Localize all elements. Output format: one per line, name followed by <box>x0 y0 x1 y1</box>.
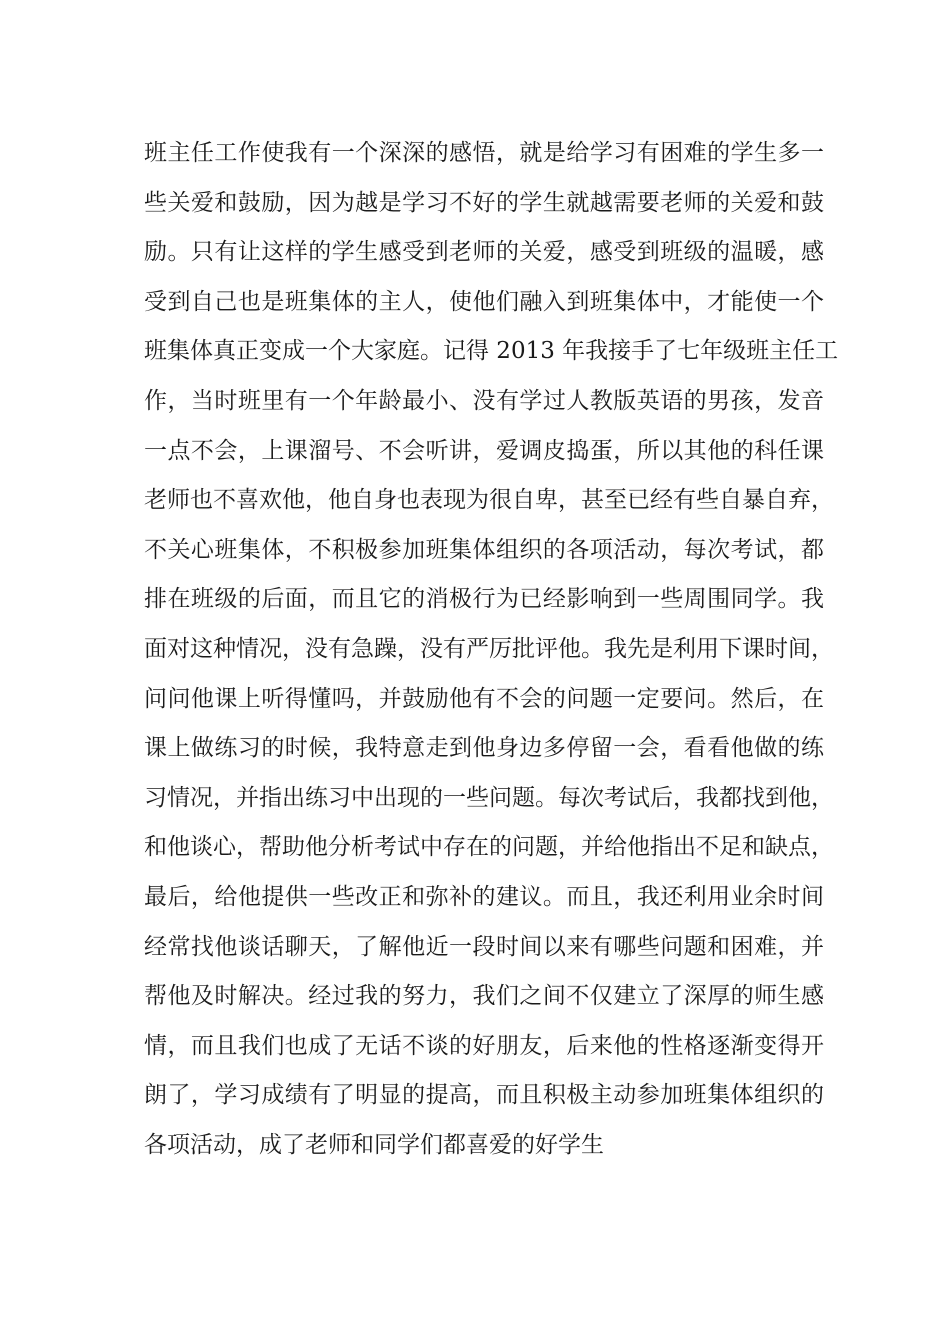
text-line-8: 老师也不喜欢他，他自身也表现为很自卑，甚至已经有些自暴自弃， <box>144 487 834 514</box>
text-line-11: 面对这种情况，没有急躁，没有严厉批评他。我先是利用下课时间， <box>144 635 834 662</box>
text-line-16: 最后，给他提供一些改正和弥补的建议。而且，我还利用业余时间 <box>144 883 824 910</box>
text-line-4: 受到自己也是班集体的主人，使他们融入到班集体中，才能使一个 <box>144 288 824 315</box>
text-line-10: 排在班级的后面，而且它的消极行为已经影响到一些周围同学。我 <box>144 586 824 613</box>
text-line-20: 朗了，学习成绩有了明显的提高，而且积极主动参加班集体组织的 <box>144 1082 824 1109</box>
text-line-2: 些关爱和鼓励，因为越是学习不好的学生就越需要老师的关爱和鼓 <box>144 189 824 216</box>
text-line-14: 习情况，并指出练习中出现的一些问题。每次考试后，我都找到他， <box>144 784 834 811</box>
body-paragraph <box>144 129 839 1170</box>
text-line-6: 作，当时班里有一个年龄最小、没有学过人教版英语的男孩，发音 <box>144 387 824 414</box>
text-line-5: 班集体真正变成一个大家庭。记得 2013 年我接手了七年级班主任工 <box>144 338 839 365</box>
text-line-18: 帮他及时解决。经过我的努力，我们之间不仅建立了深厚的师生感 <box>144 983 824 1010</box>
text-line-3: 励。只有让这样的学生感受到老师的关爱，感受到班级的温暖，感 <box>144 239 824 266</box>
text-line-12: 问问他课上听得懂吗，并鼓励他有不会的问题一定要问。然后，在 <box>144 685 824 712</box>
text-line-1: 班主任工作使我有一个深深的感悟，就是给学习有困难的学生多一 <box>144 140 824 166</box>
text-line-19: 情，而且我们也成了无话不谈的好朋友，后来他的性格逐渐变得开 <box>144 1032 824 1059</box>
text-line-9: 不关心班集体，不积极参加班集体组织的各项活动，每次考试，都 <box>144 536 824 563</box>
text-line-13: 课上做练习的时候，我特意走到他身边多停留一会，看看他做的练 <box>144 735 824 762</box>
text-line-17: 经常找他谈话聊天，了解他近一段时间以来有哪些问题和困难，并 <box>144 933 824 960</box>
text-line-7: 一点不会，上课溜号、不会听讲，爱调皮捣蛋，所以其他的科任课 <box>144 437 824 464</box>
text-line-15: 和他谈心，帮助他分析考试中存在的问题，并给他指出不足和缺点， <box>144 834 834 861</box>
text-line-21: 各项活动，成了老师和同学们都喜爱的好学生 <box>144 1131 604 1158</box>
